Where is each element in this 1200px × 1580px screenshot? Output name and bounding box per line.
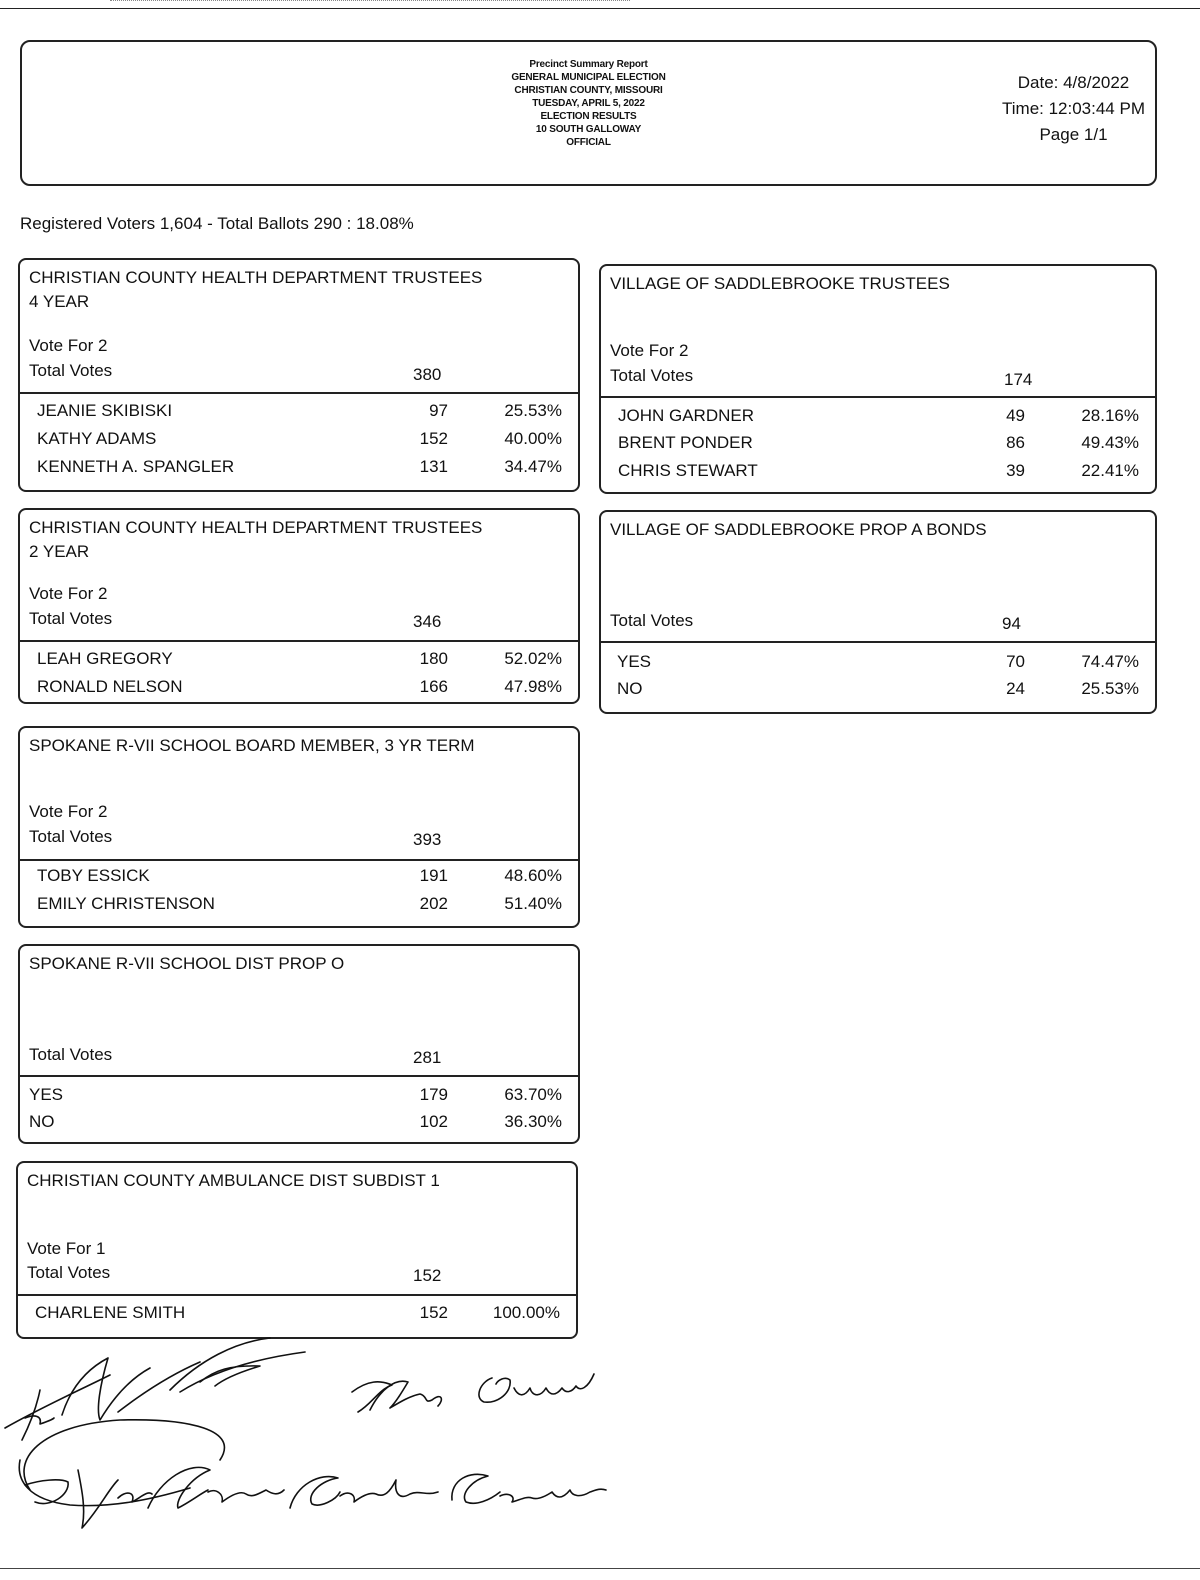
vote-percent: 40.00% — [504, 429, 562, 448]
vote-count: 152 — [419, 429, 448, 448]
election-date: TUESDAY, APRIL 5, 2022 — [532, 98, 645, 109]
page-number: Page 1/1 — [1039, 125, 1108, 144]
vote-count: 131 — [419, 457, 448, 476]
candidate-name: CHARLENE SMITH — [35, 1303, 186, 1322]
report-type: Precinct Summary Report — [529, 59, 648, 70]
result-row — [20, 1112, 578, 1140]
candidate-name: JOHN GARDNER — [618, 406, 755, 425]
report-meta — [1002, 70, 1145, 148]
turnout-summary: Registered Voters 1,604 - Total Ballots 290 : 18.08% — [20, 214, 414, 233]
candidate-name: JEANIE SKIBISKI — [37, 401, 173, 420]
total-votes-label: Total Votes — [610, 366, 694, 385]
divider — [20, 392, 578, 394]
contest-title — [29, 734, 568, 758]
contest-school-board — [18, 726, 580, 928]
result-row — [20, 894, 578, 922]
result-row — [601, 433, 1155, 461]
total-votes-label: Total Votes — [27, 1263, 111, 1282]
vote-percent: 25.53% — [1081, 679, 1139, 698]
result-row — [20, 1085, 578, 1113]
vote-count: 180 — [419, 649, 448, 668]
contest-ambulance-subdist — [16, 1161, 578, 1339]
contest-title — [27, 1169, 566, 1193]
vote-count: 152 — [419, 1303, 448, 1322]
total-votes-value: 94 — [1002, 614, 1021, 633]
vote-for: Vote For 2 — [610, 341, 689, 360]
vote-for: Vote For 1 — [27, 1239, 106, 1258]
contest-title-line: CHRISTIAN COUNTY HEALTH DEPARTMENT TRUSTEES — [29, 518, 483, 537]
bottom-rule — [0, 1568, 1200, 1569]
result-row — [18, 1303, 576, 1331]
choice-name: YES — [617, 652, 652, 671]
vote-count: 202 — [419, 894, 448, 913]
report-time: Time: 12:03:44 PM — [1002, 99, 1145, 118]
vote-count: 191 — [419, 866, 448, 885]
candidate-name: KATHY ADAMS — [37, 429, 157, 448]
result-row — [20, 401, 578, 429]
vote-count: 39 — [1006, 461, 1025, 480]
results-label: ELECTION RESULTS — [540, 111, 637, 122]
total-votes-label: Total Votes — [29, 361, 113, 380]
candidate-name: CHRIS STEWART — [618, 461, 758, 480]
candidate-name: LEAH GREGORY — [37, 649, 173, 668]
contest-title — [610, 272, 1145, 296]
vote-for: Vote For 2 — [29, 584, 108, 603]
contest-title — [29, 266, 568, 314]
result-row — [20, 677, 578, 705]
vote-percent: 47.98% — [504, 677, 562, 696]
contest-health-trustees-4yr — [18, 258, 580, 492]
contest-title — [29, 952, 568, 976]
vote-percent: 25.53% — [504, 401, 562, 420]
signature-3 — [19, 1420, 606, 1528]
report-date: Date: 4/8/2022 — [1017, 73, 1130, 92]
result-row — [601, 406, 1155, 434]
result-row — [601, 652, 1155, 680]
choice-name: YES — [29, 1085, 64, 1104]
contest-title-line: SPOKANE R-VII SCHOOL DIST PROP O — [29, 954, 345, 973]
vote-percent: 28.16% — [1081, 406, 1139, 425]
contest-title — [610, 518, 1145, 542]
result-row — [601, 679, 1155, 707]
divider — [601, 396, 1155, 398]
candidate-name: KENNETH A. SPANGLER — [37, 457, 235, 476]
vote-percent: 48.60% — [504, 866, 562, 885]
contest-title-line: CHRISTIAN COUNTY HEALTH DEPARTMENT TRUSTEES — [29, 268, 483, 287]
vote-count: 179 — [419, 1085, 448, 1104]
election-name: GENERAL MUNICIPAL ELECTION — [511, 72, 666, 83]
top-faint-rule — [110, 0, 630, 4]
divider — [18, 1294, 576, 1296]
signature-1 — [5, 1338, 305, 1440]
vote-count: 97 — [429, 401, 448, 420]
result-row — [20, 649, 578, 677]
vote-count: 70 — [1006, 652, 1025, 671]
contest-title-line: VILLAGE OF SADDLEBROOKE PROP A BONDS — [610, 520, 987, 539]
total-votes-value: 393 — [413, 830, 442, 849]
top-rule — [0, 8, 1200, 9]
total-votes-label: Total Votes — [29, 827, 113, 846]
vote-percent: 74.47% — [1081, 652, 1139, 671]
vote-percent: 100.00% — [492, 1303, 560, 1322]
contest-title-line: SPOKANE R-VII SCHOOL BOARD MEMBER, 3 YR TERM — [29, 736, 475, 755]
contest-health-trustees-2yr — [18, 508, 580, 704]
divider — [20, 859, 578, 861]
vote-count: 102 — [419, 1112, 448, 1131]
candidate-name: BRENT PONDER — [618, 433, 753, 452]
vote-percent: 51.40% — [504, 894, 562, 913]
contest-title — [29, 516, 568, 564]
result-row — [601, 461, 1155, 489]
total-votes-value: 174 — [1004, 370, 1033, 389]
total-votes-value: 380 — [413, 365, 442, 384]
vote-count: 49 — [1006, 406, 1025, 425]
vote-percent: 63.70% — [504, 1085, 562, 1104]
contest-title-line: VILLAGE OF SADDLEBROOKE TRUSTEES — [610, 274, 950, 293]
total-votes-label: Total Votes — [29, 1045, 113, 1064]
contest-saddlebrooke-prop-a — [599, 510, 1157, 714]
result-row — [20, 866, 578, 894]
vote-count: 166 — [419, 677, 448, 696]
total-votes-value: 281 — [413, 1048, 442, 1067]
vote-count: 86 — [1006, 433, 1025, 452]
candidate-name: EMILY CHRISTENSON — [37, 894, 215, 913]
result-row — [20, 457, 578, 485]
total-votes-value: 152 — [413, 1266, 442, 1285]
choice-name: NO — [29, 1112, 55, 1131]
candidate-name: RONALD NELSON — [37, 677, 183, 696]
vote-for: Vote For 2 — [29, 802, 108, 821]
signature-2 — [352, 1374, 594, 1412]
divider — [601, 641, 1155, 643]
contest-saddlebrooke-trustees — [599, 264, 1157, 494]
vote-percent: 49.43% — [1081, 433, 1139, 452]
vote-count: 24 — [1006, 679, 1025, 698]
divider — [20, 640, 578, 642]
vote-for: Vote For 2 — [29, 336, 108, 355]
result-row — [20, 429, 578, 457]
report-header — [20, 40, 1157, 186]
official-label: OFFICIAL — [566, 137, 611, 148]
report-heading — [22, 58, 1155, 149]
vote-percent: 36.30% — [504, 1112, 562, 1131]
contest-school-prop-o — [18, 944, 580, 1144]
divider — [20, 1075, 578, 1077]
vote-percent: 52.02% — [504, 649, 562, 668]
contest-title-line: 4 YEAR — [29, 292, 90, 311]
choice-name: NO — [617, 679, 643, 698]
candidate-name: TOBY ESSICK — [37, 866, 150, 885]
contest-title-line: 2 YEAR — [29, 542, 90, 561]
handwritten-signatures — [0, 1330, 620, 1560]
vote-percent: 34.47% — [504, 457, 562, 476]
total-votes-value: 346 — [413, 612, 442, 631]
vote-percent: 22.41% — [1081, 461, 1139, 480]
total-votes-label: Total Votes — [610, 611, 694, 630]
contest-title-line: CHRISTIAN COUNTY AMBULANCE DIST SUBDIST 1 — [27, 1171, 440, 1190]
jurisdiction: CHRISTIAN COUNTY, MISSOURI — [514, 85, 663, 96]
precinct-name: 10 SOUTH GALLOWAY — [535, 124, 642, 135]
total-votes-label: Total Votes — [29, 609, 113, 628]
